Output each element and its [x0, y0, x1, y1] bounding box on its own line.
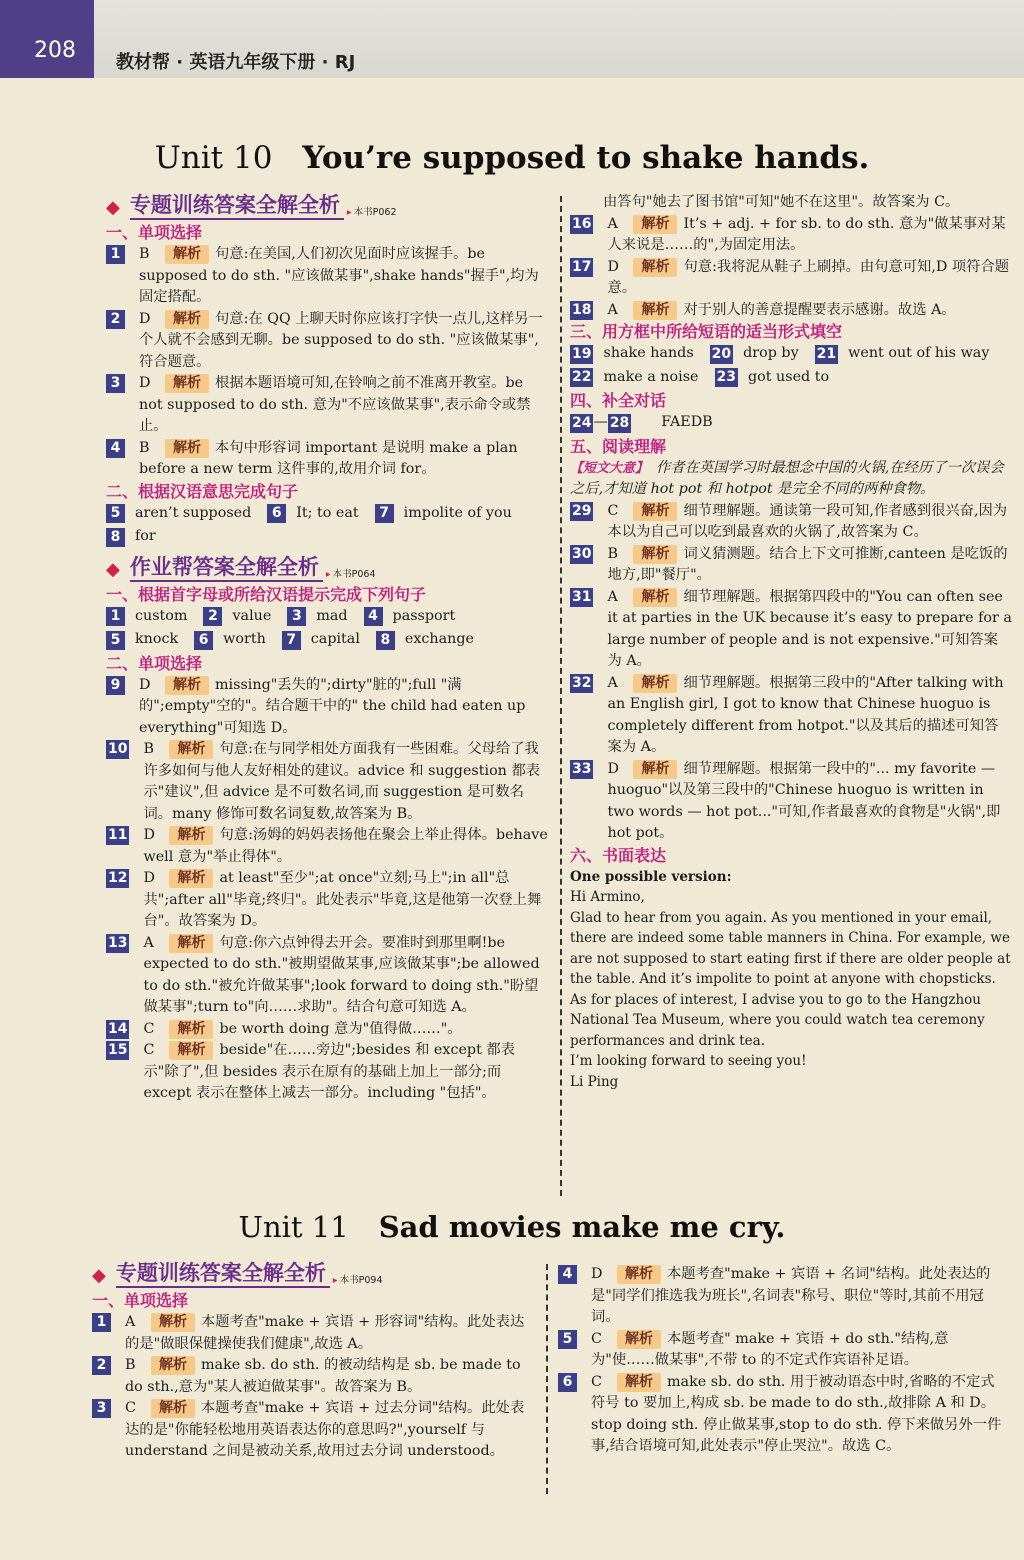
analysis-text: 本句中形容词 important 是说明 make a plan before a new term 这件事的,故用介词 for。: [139, 439, 518, 477]
section-heading: 六、书面表达: [570, 845, 667, 865]
question-number: 23: [716, 369, 736, 386]
summary-text: 作者在英国学习时最想念中国的火锅,在经历了一次误会之后,才知道 hot pot 和 hotpot 是完全不同的两种食物。: [570, 459, 1004, 497]
unit10-name: You’re supposed to shake hands.: [302, 140, 870, 176]
question-number: 4: [106, 439, 125, 458]
answer-item: [106, 1040, 548, 1105]
unit11-title: [0, 1210, 1024, 1244]
banner-title: 作业帮答案全解全析: [130, 554, 323, 582]
analysis-label: 解析: [165, 439, 209, 458]
answer-cell: [267, 503, 358, 525]
question-number: 18: [572, 301, 592, 318]
answer-letter: A: [607, 215, 618, 232]
sample-signature: Li Ping: [570, 1073, 619, 1090]
answer-letter: D: [607, 258, 619, 275]
analysis-label: 解析: [165, 374, 209, 393]
page-number: 208: [34, 38, 76, 63]
answer-letter: B: [139, 439, 150, 456]
answer-letter: B: [143, 741, 154, 757]
analysis-text: 本题考查"make + 宾语 + 形容词"结构。此处表达的是"做眼保健操使我们健康",故选 A。: [125, 1314, 525, 1352]
answer-item: [570, 501, 1012, 544]
analysis-text: 本题考查"make + 宾语 + 过去分词"结构。此处表达的是"你能轻松地用英语表达你的意思吗?",yourself 与 understand 之间是被动关系,故用过去分词 understood。: [125, 1400, 525, 1459]
answer-item: [106, 309, 548, 374]
question-number: 1: [106, 245, 125, 264]
answer-item: [106, 868, 548, 933]
analysis-label: 解析: [165, 310, 209, 329]
answer-cell: [375, 503, 512, 525]
question-number: 33: [572, 760, 592, 777]
analysis-label: 解析: [633, 258, 677, 277]
analysis-text: 句意:我将泥从鞋子上刷掉。由句意可知,D 项符合题意。: [607, 258, 1010, 296]
answer-cell: [376, 629, 474, 651]
answer-item: [92, 1398, 536, 1463]
question-number: 7: [282, 631, 301, 650]
question-number: 21: [816, 345, 837, 362]
book-title: 教材帮 · 英语九年级下册 · RJ: [116, 52, 356, 73]
analysis-text: 对于别人的善意提醒要表示感谢。故选 A。: [683, 301, 956, 318]
analysis-label: 解析: [151, 1356, 195, 1375]
unit11-right-column: [558, 1264, 1004, 1458]
question-number: 8: [106, 528, 125, 547]
analysis-text: 句意:汤姆的妈妈表扬他在聚会上举止得体。behave well 意为"举止得体"。: [143, 827, 548, 865]
answer-text: It; to eat: [296, 504, 359, 521]
answer-text: make a noise: [603, 368, 699, 385]
answer-text: drop by: [743, 345, 799, 361]
answer-letter: D: [139, 375, 151, 391]
answer-letter: C: [125, 1400, 136, 1416]
answer-item: [106, 933, 548, 1019]
banner-special-training: [92, 1258, 536, 1288]
answer-cell: [570, 343, 694, 365]
answer-letter: D: [143, 827, 155, 843]
analysis-label: 解析: [169, 1020, 213, 1039]
answer-cell: [710, 343, 799, 365]
answer-letter: A: [607, 301, 618, 318]
analysis-text: 本题考查" make + 宾语 + do sth."结构,意为"使……做某事",不带 to 的不定式作宾语补足语。: [591, 1330, 949, 1368]
question-number: 4: [364, 607, 383, 626]
banner-ref: ▸ 本书P062: [347, 206, 397, 220]
unit11-left-column: [92, 1258, 536, 1463]
answer-letter: A: [143, 934, 154, 951]
phrase-row: [570, 343, 1012, 365]
answer-letter: C: [143, 1020, 155, 1037]
analysis-label: 解析: [617, 1373, 661, 1392]
answer-item: [106, 739, 548, 825]
page-number-block: [0, 0, 94, 78]
answer-cell: [282, 629, 360, 651]
answer-text: FAEDB: [661, 414, 713, 430]
answer-letter: D: [139, 676, 151, 693]
section-heading: 三、用方框中所给短语的适当形式填空: [570, 322, 843, 341]
answer-cell: [194, 629, 266, 651]
answer-item: [106, 825, 548, 868]
analysis-text: make sb. do sth. 的被动结构是 sb. be made to do sth.,意为"某人被迫做某事"。故答案为 B。: [125, 1357, 521, 1395]
answer-text: exchange: [404, 631, 474, 647]
answer-letter: A: [125, 1314, 136, 1330]
answer-cell: [203, 606, 271, 628]
question-number: 19: [572, 345, 592, 362]
question-number: 1: [92, 1313, 111, 1332]
analysis-text: at least"至少";at once"立刻;马上";in all"总共";after all"毕竟;终归"。此处表示"毕竟,这是他第一次登上舞台"。故答案为 D。: [143, 870, 542, 929]
question-number: 24: [572, 414, 592, 431]
short-answer-row: [106, 526, 548, 548]
question-number: 10: [108, 741, 128, 757]
answer-letter: C: [591, 1330, 602, 1347]
analysis-label: 解析: [633, 502, 677, 521]
dialog-answer-row: [570, 412, 1012, 434]
question-number: 20: [711, 345, 732, 362]
answer-letter: C: [143, 1042, 155, 1058]
analysis-label: 解析: [151, 1399, 195, 1418]
answer-item: [570, 673, 1012, 759]
answer-cell: [106, 629, 178, 651]
sample-version-label: One possible version:: [570, 868, 732, 885]
answer-item: [558, 1264, 1004, 1329]
answer-letter: A: [607, 674, 618, 691]
analysis-label: 解析: [169, 934, 213, 953]
analysis-label: 解析: [617, 1265, 661, 1284]
answer-item: [106, 1019, 548, 1041]
question-number: 14: [108, 1020, 128, 1037]
diamond-icon: ◆: [106, 558, 120, 580]
section-heading: 四、补全对话: [570, 391, 667, 410]
banner-special-training: [106, 190, 548, 220]
analysis-label: 解析: [165, 245, 209, 264]
answer-text: passport: [392, 607, 456, 624]
answer-cell: [364, 606, 456, 628]
answer-cell: [815, 343, 990, 365]
sample-greeting: Hi Armino,: [570, 889, 645, 905]
analysis-label: 解析: [633, 301, 677, 320]
answer-letter: B: [139, 246, 150, 262]
analysis-text: It’s + adj. + for sb. to do sth. 意为"做某事对某人来说是……的",为固定用法。: [607, 215, 1006, 253]
answer-text: capital: [310, 631, 360, 647]
analysis-label: 解析: [617, 1330, 661, 1349]
section-heading: 五、阅读理解: [570, 436, 667, 456]
answer-text: aren’t supposed: [135, 504, 252, 521]
answer-item: [570, 587, 1012, 673]
answer-cell: [106, 606, 187, 628]
answer-text: shake hands: [603, 345, 694, 361]
unit10-title: [0, 140, 1024, 176]
question-number: 3: [92, 1399, 111, 1418]
question-number: 5: [558, 1330, 577, 1349]
diamond-icon: ◆: [92, 1265, 106, 1286]
sample-closing: I’m looking forward to seeing you!: [570, 1053, 807, 1069]
question-number: 3: [106, 374, 125, 393]
question-number: 9: [106, 676, 125, 695]
continued-text: 由答句"她去了图书馆"可知"她不在这里"。故答案为 C。: [603, 194, 960, 210]
question-number: 7: [375, 504, 394, 523]
answer-text: custom: [135, 607, 188, 624]
summary-tag: 【短文大意】: [570, 460, 649, 476]
answer-letter: C: [591, 1373, 602, 1390]
question-number: 29: [572, 502, 592, 519]
question-number: 1: [106, 607, 125, 626]
vocab-row: [106, 629, 548, 651]
range-dash: —: [593, 414, 608, 430]
question-number: 2: [106, 310, 125, 329]
question-number: 5: [106, 504, 125, 523]
answer-item: [570, 257, 1012, 300]
answer-item: [570, 544, 1012, 587]
question-number: 31: [572, 588, 592, 605]
analysis-text: 细节理解题。通读第一段可知,作者感到很兴奋,因为本以为自己可以吃到最喜欢的火锅了,故答案为 C。: [607, 502, 1008, 540]
analysis-label: 解析: [169, 1041, 213, 1060]
analysis-label: 解析: [633, 760, 677, 779]
passage-summary: [570, 458, 1012, 501]
phrase-row: [570, 367, 1012, 389]
question-number: 3: [287, 607, 306, 626]
analysis-text: missing"丢失的";dirty"脏的";full "满的";empty"空的"。结合题干中的" the child had eaten up everything"可知选 D。: [139, 676, 526, 736]
analysis-text: 句意:你六点钟得去开会。要准时到那里啊!be expected to do sth."被期望做某事,应该做某事";be allowed to do sth."被允许做某事";look forward to doing sth."盼望做某事";turn to"向……求助"。结合句意可知选 A。: [143, 934, 540, 1015]
question-number: 12: [108, 870, 128, 886]
question-number: 22: [572, 369, 592, 386]
answer-letter: D: [143, 870, 155, 886]
answer-item: [570, 300, 1012, 322]
answer-cell: [287, 606, 347, 628]
section-heading: 一、单项选择: [92, 1291, 189, 1310]
answer-cell: [106, 503, 251, 525]
answer-item: [92, 1312, 536, 1355]
answer-item: [106, 373, 548, 438]
section-heading: 二、根据汉语意思完成句子: [106, 481, 299, 501]
short-answer-row: [106, 503, 548, 525]
analysis-label: 解析: [169, 740, 213, 759]
sample-body: Glad to hear from you again. As you mentioned in your email, there are indeed some table manners in China. For example, we are not supposed to start eating first if there are older people at the table. And it’s impolite to point at anyone with chopsticks. As for places of interest, I advise you to go to the Hangzhou National Tea Museum, where you could watch tea ceremony performances and drink tea.: [570, 909, 1011, 1049]
question-number: 11: [108, 827, 128, 843]
answer-item: [570, 214, 1012, 257]
analysis-label: 解析: [633, 215, 677, 234]
analysis-text: be worth doing 意为"值得做……"。: [219, 1020, 462, 1037]
answer-cell: [570, 367, 699, 389]
analysis-label: 解析: [633, 674, 677, 693]
analysis-label: 解析: [165, 676, 209, 695]
answer-item: [106, 244, 548, 309]
question-number: 32: [572, 674, 592, 691]
answer-letter: D: [591, 1266, 603, 1282]
answer-cell: [106, 526, 156, 548]
answer-item: [558, 1329, 1004, 1372]
analysis-text: 词义猜测题。结合上下文可推断,canteen 是吃饭的地方,即"餐厅"。: [607, 545, 1008, 583]
answer-text: went out of his way: [848, 345, 990, 361]
section-heading: 一、根据首字母或所给汉语提示完成下列句子: [106, 584, 427, 604]
column-divider-unit10: [560, 196, 562, 1196]
vocab-row: [106, 606, 548, 628]
answer-item: [106, 675, 548, 740]
unit11-number: Unit 11: [238, 1210, 349, 1244]
analysis-text: 句意:在与同学相处方面我有一些困难。父母给了我许多如何与他人友好相处的建议。advice 和 suggestion 都表示"建议",但 advice 是不可数名词,而 suggestion 是可数名词。many 修饰可数名词复数,故答案为 B。: [143, 741, 541, 822]
banner-title: 专题训练答案全解全析: [116, 1260, 330, 1288]
section-heading: 二、单项选择: [106, 653, 203, 673]
question-number: 4: [558, 1265, 577, 1284]
analysis-text: 根据本题语境可知,在铃响之前不准离开教室。be not supposed to do sth. 意为"不应该做某事",表示命令或禁止。: [139, 375, 531, 434]
answer-text: got used to: [747, 368, 830, 385]
answer-cell: [715, 367, 830, 389]
answer-letter: B: [125, 1357, 136, 1373]
unit10-number: Unit 10: [154, 140, 273, 176]
answer-text: knock: [135, 631, 179, 647]
question-number: 2: [203, 607, 222, 626]
unit11-name: Sad movies make me cry.: [378, 1210, 786, 1244]
analysis-text: 句意:在 QQ 上聊天时你应该打字快一点儿,这样另一个人就不会感到无聊。be supposed to do sth. "应该做某事",符合题意。: [139, 310, 543, 370]
banner-ref: ▸ 本书P064: [326, 568, 376, 582]
answer-text: for: [135, 528, 156, 544]
question-number: 30: [572, 545, 592, 562]
diamond-icon: ◆: [106, 197, 120, 218]
answer-letter: B: [607, 545, 618, 562]
analysis-text: beside"在……旁边";besides 和 except 都表示"除了",但 besides 表示在原有的基础上加上一部分;而 except 表示在整体上减去一部分。including "包括"。: [143, 1042, 515, 1101]
question-number: 6: [267, 504, 286, 523]
answer-letter: C: [607, 502, 619, 519]
banner-homework: [106, 552, 548, 582]
answer-text: worth: [223, 631, 266, 647]
analysis-text: 细节理解题。根据第一段中的"... my favorite — huoguo"以及第三段中的"Chinese huoguo is written in two words — hot pot..."可知,作者最喜欢的食物是"火锅",即 hot pot。: [607, 760, 1001, 841]
banner-ref: ▸ 本书P094: [333, 1274, 383, 1288]
question-number: 2: [92, 1356, 111, 1375]
question-number: 5: [106, 631, 125, 650]
answer-letter: D: [607, 760, 619, 777]
analysis-text: 细节理解题。根据第四段中的"You can often see it at parties in the UK because it’s easy to prepare for a large number of people and is not expensive."可知答案为 A。: [607, 588, 1012, 669]
unit10-left-column: [106, 190, 548, 1105]
answer-letter: A: [607, 588, 618, 605]
analysis-label: 解析: [169, 869, 213, 888]
analysis-label: 解析: [633, 588, 677, 607]
answer-item: [558, 1372, 1004, 1458]
question-number: 8: [376, 631, 395, 650]
answer-text: impolite of you: [403, 504, 512, 521]
answer-item: [92, 1355, 536, 1398]
question-number: 13: [108, 934, 128, 951]
analysis-text: 句意:在美国,人们初次见面时应该握手。be supposed to do sth. "应该做某事",shake hands"握手",均为固定搭配。: [139, 246, 539, 305]
question-number: 17: [572, 258, 592, 275]
answer-letter: D: [139, 310, 151, 327]
question-number: 6: [558, 1373, 577, 1392]
section-heading: 一、单项选择: [106, 223, 203, 242]
unit10-right-column: [570, 192, 1012, 1092]
answer-item: [570, 759, 1012, 845]
sample-essay: [570, 867, 1012, 1093]
column-divider-unit11: [546, 1264, 548, 1494]
answer-text: value: [232, 607, 272, 624]
answer-item: [106, 438, 548, 481]
analysis-label: 解析: [633, 545, 677, 564]
analysis-text: 本题考查"make + 宾语 + 名词"结构。此处表达的是"同学们推选我为班长",名词表"称号、职位"等时,其前不用冠词。: [591, 1266, 991, 1325]
analysis-label: 解析: [169, 826, 213, 845]
question-number: 28: [609, 414, 630, 431]
analysis-label: 解析: [151, 1313, 195, 1332]
question-number: 15: [108, 1042, 128, 1058]
analysis-text: make sb. do sth. 用于被动语态中时,省略的不定式符号 to 要加上,构成 sb. be made to do sth.,故排除 A 和 D。stop doing sth. 停止做某事,stop to do sth. 停下来做另外一件事,结合语境可知,此处表示"停止哭泣"。故选 C。: [591, 1373, 1002, 1454]
answer-text: mad: [316, 607, 348, 624]
question-number: 16: [572, 215, 592, 232]
banner-title: 专题训练答案全解全析: [130, 192, 344, 220]
analysis-text: 细节理解题。根据第三段中的"After talking with an English girl, I got to know that Chinese huoguo is completely different from hotpot."以及其后的描述可知答案为 A。: [607, 674, 1004, 755]
question-number: 6: [194, 631, 213, 650]
